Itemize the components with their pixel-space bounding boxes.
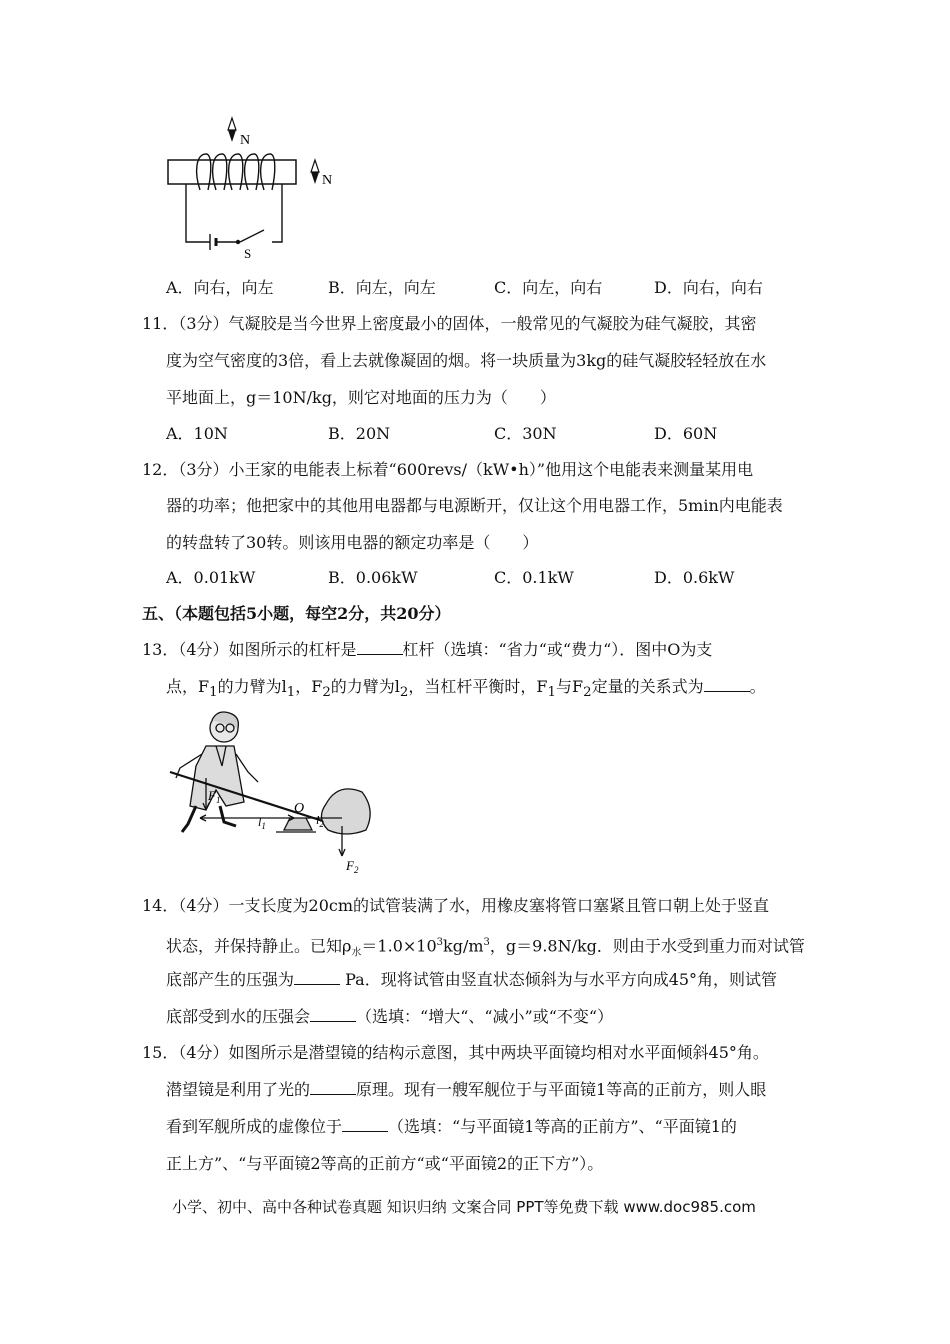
q12-line-1: 12．（3分）小王家的电能表上标着“600revs/（kW•h）”他用这个电能表来测量某用电 — [142, 460, 754, 479]
q15-line-1: 15．（4分）如图所示是潜望镜的结构示意图，其中两块平面镜均相对水平面倾斜45°角。 — [142, 1043, 769, 1062]
compass-needle-icon — [311, 160, 319, 184]
page-footer: 小学、初中、高中各种试卷真题 知识归纳 文案合同 PPT等免费下载 www.doc985.com — [172, 1198, 756, 1216]
answer-blank — [357, 640, 403, 655]
lever-figure — [166, 706, 376, 876]
l2-label: $l_2$ — [316, 813, 324, 829]
q14-line-3: 底部产生的压强为 Pa．现将试管由竖直状态倾斜为与水平方向成45°角，则试管 — [166, 970, 778, 989]
section-heading: 五、（本题包括5小题，每空2分，共20分） — [142, 604, 451, 623]
compass-north-label: N — [240, 133, 251, 148]
pivot-label: O — [294, 801, 305, 816]
answer-blank — [310, 1007, 356, 1022]
q11-option-b: B．20N — [328, 424, 391, 443]
q10-option-b: B．向左，向左 — [328, 278, 436, 297]
q10-option-c: C．向左，向右 — [494, 278, 603, 297]
f1-label: $F_1$ — [208, 788, 221, 805]
q12-line-2: 器的功率；他把家中的其他用电器都与电源断开，仅让这个用电器工作，5min内电能表 — [166, 496, 783, 515]
q11-option-d: D．60N — [654, 424, 718, 443]
answer-blank — [310, 1080, 356, 1095]
answer-blank — [342, 1117, 388, 1132]
q15-line-2: 潜望镜是利用了光的 原理。现有一艘军舰位于与平面镜1等高的正前方，则人眼 — [166, 1080, 767, 1099]
q14-line-1: 14．（4分）一支长度为20cm的试管装满了水，用橡皮塞将管口塞紧且管口朝上处于竖直 — [142, 896, 770, 915]
q11-line-2: 度为空气密度的3倍，看上去就像凝固的烟。将一块质量为3kg的硅气凝胶轻轻放在水 — [166, 351, 767, 370]
switch-label: S — [244, 246, 252, 261]
q12-option-b: B．0.06kW — [328, 568, 418, 587]
q12-line-3: 的转盘转了30转。则该用电器的额定功率是（ ） — [166, 533, 539, 552]
f2-label: $F_2$ — [346, 858, 359, 875]
q11-option-c: C．30N — [494, 424, 557, 443]
compass-needle-icon — [228, 118, 236, 142]
q10-option-d: D．向右，向右 — [654, 278, 763, 297]
compass-north-label: N — [322, 173, 333, 188]
solenoid-figure — [160, 112, 350, 262]
q11-line-1: 11．（3分）气凝胶是当今世界上密度最小的固体，一般常见的气凝胶为硅气凝胶，其密 — [142, 314, 757, 333]
q15-line-3: 看到军舰所成的虚像位于 （选填：“与平面镜1等高的正前方”、“平面镜1的 — [166, 1117, 737, 1136]
q13-line-1: 13．（4分）如图所示的杠杆是 杠杆（选填：“省力“或“费力“）．图中O为支 — [142, 640, 713, 659]
q12-option-a: A．0.01kW — [166, 568, 256, 587]
q14-line-2: 状态，并保持静止。已知$\rho_水=1.0\times 10^3kg/m^3$，g＝9.8N/kg．则由于水受到重力而对试管 — [166, 936, 805, 959]
l1-label: $l_1$ — [258, 815, 266, 831]
q14-line-4: 底部受到水的压强会 （选填：“增大“、“减小”或“不变“） — [166, 1007, 614, 1026]
q11-option-a: A．10N — [166, 424, 228, 443]
q15-line-4: 正上方”、“与平面镜2等高的正前方“或“平面镜2的正下方”）。 — [166, 1154, 604, 1173]
q11-line-3: 平地面上，g＝10N/kg，则它对地面的压力为（ ） — [166, 388, 556, 407]
answer-blank — [704, 677, 750, 692]
q10-option-a: A．向右，向左 — [166, 278, 274, 297]
q12-option-d: D．0.6kW — [654, 568, 735, 587]
q13-line-2: 点，$F_1$的力臂为$l_1$，$F_2$的力臂为$l_2$，当杠杆平衡时，$F_1$与$F_2$定量的关系式为 。 — [166, 677, 766, 701]
answer-blank — [294, 970, 340, 985]
q12-option-c: C．0.1kW — [494, 568, 574, 587]
